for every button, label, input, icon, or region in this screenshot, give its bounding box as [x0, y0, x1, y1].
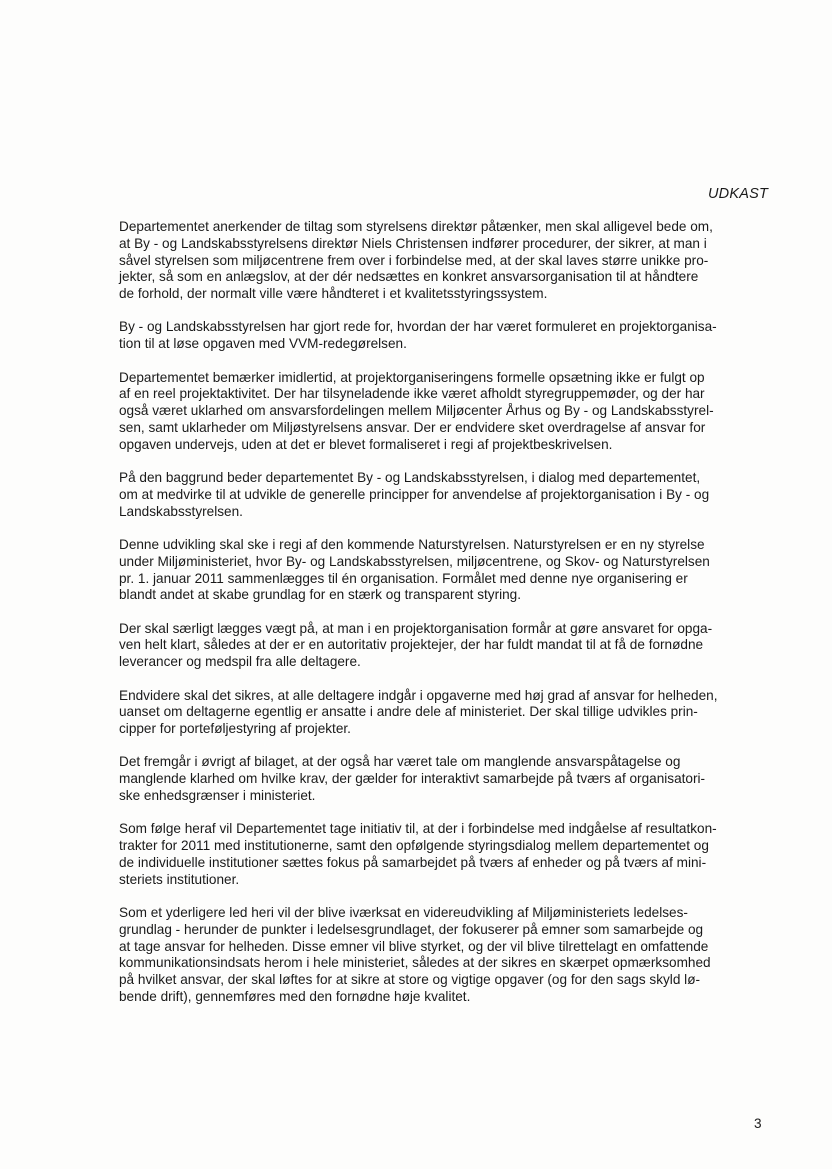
paragraph: Departementet anerkender de tiltag som styrelsens direktør påtænker, men skal alligevel bede om, at By - og Landskabsstyrelsens direktør Niels Christensen indfører procedurer, der sikrer, at man i såvel styrelsen som miljøcentrene frem over i forbindelse med, at der skal laves større unikke pro- jekter, så som en anlægslov, at der dér nedsættes en konkret ansvarsorganisation til at håndtere de forhold, der normalt ville være håndteret i et kvalitetsstyringssystem. — [119, 219, 713, 302]
draft-label: UDKAST — [707, 186, 768, 202]
page-number: 3 — [754, 1116, 762, 1131]
paragraph: Endvidere skal det sikres, at alle deltagere indgår i opgaverne med høj grad af ansvar for helheden, uanset om deltagerne egentlig er ansatte i andre dele af ministeriet. Der skal tillige udvikles prin- cipper for porteføljestyring af projekter. — [119, 687, 718, 737]
paragraph: Som følge heraf vil Departementet tage initiativ til, at der i forbindelse med indgåelse af resultatkon- trakter for 2011 med institutionerne, samt den opfølgende styringsdialog mellem departementet og de individuelle institutioner sættes fokus på samarbejdet på tværs af enheder og på tværs af mini- steriets institutioner. — [119, 821, 717, 887]
paragraph: By - og Landskabsstyrelsen har gjort rede for, hvordan der har været formuleret en projektorganisa- tion til at løse opgaven med VVM-redegørelsen. — [119, 319, 717, 352]
paragraph: Der skal særligt lægges vægt på, at man i en projektorganisation formår at gøre ansvaret for opga- ven helt klart, således at der er en autoritativ projektejer, der har fuldt mandat til at få de fornødne leverancer og medspil fra alle deltagere. — [119, 620, 713, 670]
paragraph: Som et yderligere led heri vil der blive iværksat en videreudvikling af Miljøministeriets ledelses- grundlag - herunder de punkter i ledelsesgrundlaget, der fokuserer på emner som samarbejde og at tage ansvar for helheden. Disse emner vil blive styrket, og der vil blive tilrettelagt en omfattende kommunikationsindsats herom i hele ministeriet, således at der sikres en skærpet opmærksomhed på hvilket ansvar, der skal løftes for at sikre at store og vigtige opgaver (og for den sags skyld lø- bende drift), gennemføres med den fornødne høje kvalitet. — [119, 905, 711, 1004]
paragraph: Det fremgår i øvrigt af bilaget, at der også har været tale om manglende ansvarspåtagelse og manglende klarhed om hvilke krav, der gælder for interaktivt samarbejde på tværs af organisatori- ske enhedsgrænser i ministeriet. — [119, 754, 706, 804]
body-text — [119, 219, 781, 1022]
paragraph: Denne udvikling skal ske i regi af den kommende Naturstyrelsen. Naturstyrelsen er en ny styrelse under Miljøministeriet, hvor By- og Landskabsstyrelsen, miljøcentrene, og Skov- og Naturstyrelsen pr. 1. januar 2011 sammenlægges til én organisation. Formålet med denne nye organisering er blandt andet at skabe grundlag for en stærk og transparent styring. — [119, 536, 710, 603]
paragraph: Departementet bemærker imidlertid, at projektorganiseringens formelle opsætning ikke er fulgt op af en reel projektaktivitet. Der har tilsyneladende ikke været afholdt styregruppemøder, og der har også været uklarhed om ansvarsfordelingen mellem Miljøcenter Århus og By - og Landskabsstyrel- sen, samt uklarheder om Miljøstyrelsens ansvar. Der er endvidere sket overdragelse af ansvar for opgaven undervejs, uden at det er blevet formaliseret i regi af projektbeskrivelsen. — [119, 369, 714, 452]
paragraph: På den baggrund beder departementet By - og Landskabsstyrelsen, i dialog med departementet, om at medvirke til at udvikle de generelle principper for anvendelse af projektorganisation i By - og Landskabsstyrelsen. — [119, 470, 710, 519]
